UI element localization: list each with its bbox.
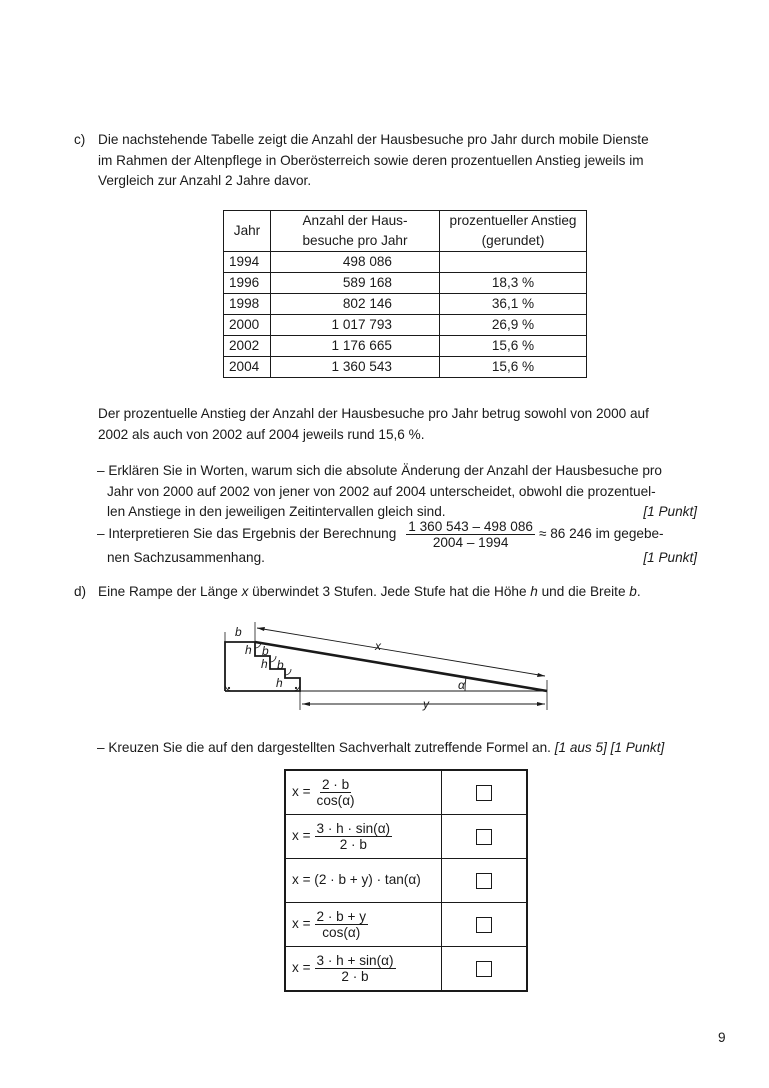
- calculation-fraction: $\frac{1 360 543 - 498 086}{2004 - 1994}$: [408, 518, 533, 550]
- label-alpha: α: [458, 678, 465, 692]
- table-row: 2002 1 176 665 15,6 %: [224, 336, 587, 357]
- table-row: 1996 589 168 18,3 %: [224, 273, 587, 294]
- header-count: Anzahl der Haus- besuche pro Jahr: [271, 211, 440, 252]
- part-c-intro: Die nachstehende Tabelle zeigt die Anzahl der Hausbesuche pro Jahr durch mobile Dienste im Rahmen der Altenpflege in Oberösterreich sowie deren prozentuellen Anstieg jeweils im Vergleich zur Anzahl 2 Jahre davor.: [98, 132, 649, 188]
- option-row: x = $\frac{2 \cdot b}{\cos(\alpha)}$: [285, 770, 527, 815]
- option-row: x = $\frac{2 \cdot b + y}{\cos(\alpha)}$: [285, 903, 527, 947]
- option-3-checkbox[interactable]: [476, 873, 492, 889]
- header-percent: prozentueller Anstieg (gerundet): [440, 211, 587, 252]
- option-4-checkbox[interactable]: [476, 917, 492, 933]
- part-d-intro: Eine Rampe der Länge x überwindet 3 Stufen. Jede Stufe hat die Höhe h und die Breite b.: [98, 584, 641, 599]
- table-row: 1998 802 146 36,1 %: [224, 294, 587, 315]
- formula-choice-table: [284, 769, 528, 992]
- label-b-1: b: [262, 644, 269, 658]
- part-d-label: d): [74, 584, 87, 599]
- label-b-top: b: [235, 625, 242, 639]
- task-choose: – Kreuzen Sie die auf den dargestellten Sachverhalt zutreffende Formel an. [1 aus 5] [1 Punkt]: [97, 740, 665, 755]
- option-5-checkbox[interactable]: [476, 961, 492, 977]
- table-row: 1994 498 086: [224, 252, 587, 273]
- task-interpret: – Interpretieren Sie das Ergebnis der Berechnung $\frac{1 360 543 - 498 086}{2004 - 1994}$ ≈ 86 246 im gegebe- nen Sachzusammenhang. [1 Punkt]: [97, 520, 697, 569]
- points-label: [1 Punkt]: [643, 550, 697, 565]
- label-h-3: h: [276, 676, 283, 690]
- points-label: [1 Punkt]: [643, 504, 697, 519]
- label-h-1: h: [245, 643, 252, 657]
- part-c-label: c): [74, 132, 86, 147]
- option-1-checkbox[interactable]: [476, 785, 492, 801]
- table-row: 2000 1 017 793 26,9 %: [224, 315, 587, 336]
- label-x: x: [375, 639, 381, 653]
- label-y: y: [423, 697, 429, 711]
- option-row: x = (2 · b + y) · tan(α): [285, 859, 527, 903]
- header-year: Jahr: [224, 211, 271, 252]
- option-row: x = $\frac{3 \cdot h \cdot \sin(\alpha)}{2 \cdot b}$: [285, 815, 527, 859]
- option-2-checkbox[interactable]: [476, 829, 492, 845]
- page-number: 9: [718, 1030, 726, 1045]
- part-c-statement: Der prozentuelle Anstieg der Anzahl der Hausbesuche pro Jahr betrug sowohl von 2000 auf 2002 als auch von 2002 auf 2004 jeweils rund 15,6 %.: [98, 406, 649, 442]
- label-b-2: b: [277, 658, 284, 672]
- table-row: 2004 1 360 543 15,6 %: [224, 357, 587, 378]
- points-label: [1 aus 5] [1 Punkt]: [554, 740, 665, 755]
- task-explain: – Erklären Sie in Worten, warum sich die absolute Änderung der Anzahl der Hausbesuche pro Jahr von 2000 auf 2002 von jener von 2002 auf 2004 unterscheidet, obwohl die prozentuel- len Anstiege in den jeweiligen Zeitintervallen gleich sind. [1 Punkt]: [97, 461, 697, 523]
- ramp-diagram: [215, 620, 555, 715]
- visits-table: [223, 210, 587, 378]
- label-h-2: h: [261, 657, 268, 671]
- option-row: x = $\frac{3 \cdot h + \sin(\alpha)}{2 \cdot b}$: [285, 947, 527, 992]
